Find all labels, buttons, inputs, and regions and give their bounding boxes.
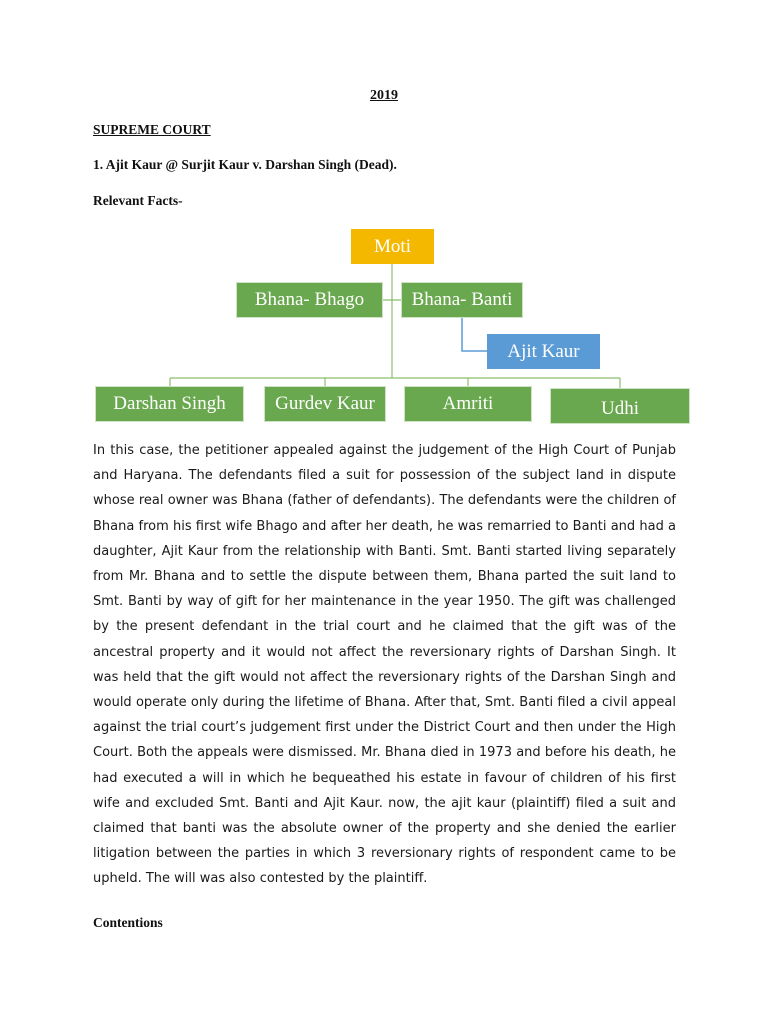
family-tree-diagram: [0, 0, 768, 430]
court-heading: SUPREME COURT: [93, 122, 211, 137]
relevant-facts-heading: Relevant Facts-: [93, 193, 183, 208]
banti-daughter-connector: [462, 318, 487, 351]
tree-connectors: [0, 0, 768, 430]
tree-node-bhana-banti: Bhana- Banti: [401, 282, 523, 318]
case-title: 1. Ajit Kaur @ Surjit Kaur v. Darshan Singh (Dead).: [93, 157, 397, 172]
tree-node-gurdev-kaur: Gurdev Kaur: [264, 386, 386, 422]
tree-node-udhi: Udhi: [550, 388, 690, 424]
tree-node-bhana-bhago: Bhana- Bhago: [236, 282, 383, 318]
tree-node-amriti: Amriti: [404, 386, 532, 422]
tree-node-darshan-singh: Darshan Singh: [95, 386, 244, 422]
document-year: 2019: [370, 88, 398, 103]
contentions-heading: Contentions: [93, 915, 163, 930]
tree-node-moti: Moti: [351, 229, 434, 264]
tree-node-ajit-kaur: Ajit Kaur: [487, 334, 600, 369]
facts-paragraph: In this case, the petitioner appealed against the judgement of the High Court of Punjab and Haryana. The defendants filed a suit for possession of the subject land in dispute whose real owner was Bhana (father of defendants). The defendants were the children of Bhana from his first wife Bhago and after her death, he was remarried to Banti and had a daughter, Ajit Kaur from the relationship with Banti. Smt. Banti started living separately from Mr. Bhana and to settle the dispute between them, Bhana parted the suit land to Smt. Banti by way of gift for her maintenance in the year 1950. The gift was challenged by the present defendant in the trial court and he claimed that the gift was of the ancestral property and it would not affect the reversionary rights of Darshan Singh. It was held that the gift would not affect the reversionary rights of the Darshan Singh and would operate only during the lifetime of Bhana. After that, Smt. Banti filed a civil appeal against the trial court’s judgement first under the District Court and then under the High Court. Both the appeals were dismissed. Mr. Bhana died in 1973 and before his death, he had executed a will in which he bequeathed his estate in favour of children of his first wife and excluded Smt. Banti and Ajit Kaur. now, the ajit kaur (plaintiff) filed a suit and claimed that banti was the absolute owner of the property and she denied the earlier litigation between the parties in which 3 reversionary rights of respondent came to be upheld. The will was also contested by the plaintiff.: [93, 443, 676, 887]
